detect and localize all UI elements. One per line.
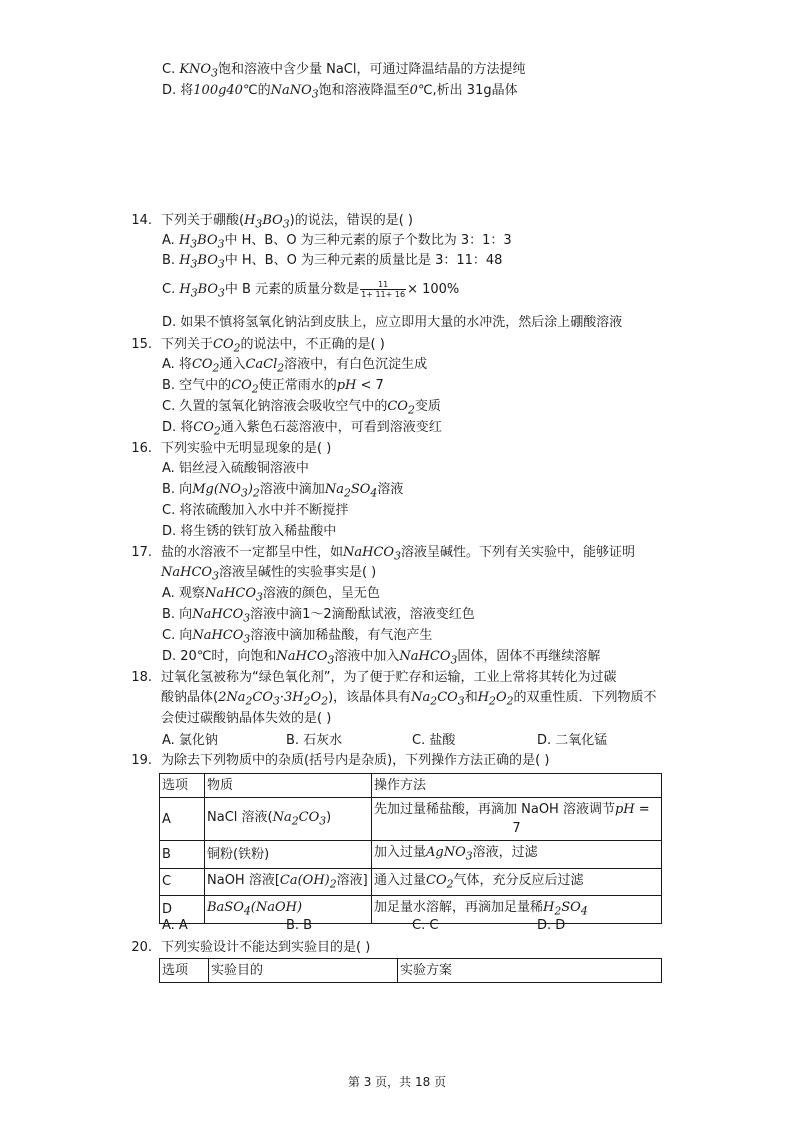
page-footer: 第 3 页，共 18 页	[347, 1075, 447, 1089]
q20-stem: 下列实验设计不能达到实验目的是( )	[161, 940, 371, 955]
q19-table	[159, 773, 662, 924]
row-method: 先加过量稀盐酸，再滴加 NaOH 溶液调节pH = 7	[372, 798, 662, 841]
q14-option-b: B. $H_3BO_3$中 H、B、O 为三种元素的质量比是 3：11：48	[162, 253, 503, 271]
q15-stem: 下列关于$CO_2$的说法中，不正确的是( )	[161, 337, 385, 355]
table-row	[160, 798, 662, 841]
q14-option-d: D. 如果不慎将氢氧化钠沾到皮肤上，应立即用大量的水冲洗，然后涂上硼酸溶液	[162, 315, 623, 330]
q15-option-b: B. 空气中的$CO_2$使正常雨水的pH < 7	[162, 378, 384, 396]
header-option: 选项	[160, 959, 209, 983]
row-option: B	[160, 841, 205, 869]
q18-option-b: B. 石灰水	[286, 733, 343, 748]
table-row	[160, 841, 662, 869]
table-row	[160, 868, 662, 896]
table-row	[160, 896, 662, 924]
header-method: 操作方法	[372, 774, 662, 798]
row-option: C	[160, 868, 205, 896]
q19-option-d: D. D	[537, 918, 566, 933]
q17-option-d: D. 20℃时，向饱和NaHCO$_3$溶液中加入NaHCO$_3$固体，固体不再继续溶解	[162, 649, 601, 667]
q16-stem: 下列实验中无明显现象的是( )	[161, 441, 332, 456]
row-substance: NaOH 溶液[$Ca(OH)_2$溶液]	[205, 868, 372, 896]
q16-option-c: C. 将浓硫酸加入水中并不断搅拌	[162, 503, 349, 518]
row-option: D	[160, 896, 205, 924]
header-option: 选项	[160, 774, 205, 798]
q15-number: 15.	[131, 337, 152, 352]
q16-number: 16.	[131, 441, 152, 456]
q16-option-a: A. 铝丝浸入硫酸铜溶液中	[162, 461, 309, 476]
q18-option-d: D. 二氧化锰	[537, 733, 608, 748]
row-method: 加入过量AgNO$_3$溶液，过滤	[372, 841, 662, 869]
q18-option-a: A. 氯化钠	[162, 733, 218, 748]
q18-stem-line3: 会使过碳酸钠晶体失效的是( )	[161, 711, 332, 726]
q15-option-d: D. 将$CO_2$通入紫色石蕊溶液中，可看到溶液变红	[162, 420, 442, 438]
q17-number: 17.	[131, 545, 152, 560]
header-substance: 物质	[205, 774, 372, 798]
table-header-row	[160, 774, 662, 798]
q14-number: 14.	[131, 213, 152, 228]
q17-option-b: B. 向NaHCO$_3$溶液中滴1～2滴酚酞试液，溶液变红色	[162, 607, 475, 625]
row-method: 通入过量$CO_2$气体，充分反应后过滤	[372, 868, 662, 896]
q19-option-a: A. A	[162, 918, 188, 933]
q17-stem-line2: NaHCO$_3$溶液呈碱性的实验事实是( )	[161, 565, 377, 583]
q17-stem-line1: 盐的水溶液不一定都呈中性，如NaHCO$_3$溶液呈碱性。下列有关实验中，能够证明	[161, 545, 635, 563]
q18-number: 18.	[131, 670, 152, 685]
row-substance: NaCl 溶液$(Na_2CO_3)$	[205, 798, 372, 841]
q15-option-a: A. 将$CO_2$通入CaCl$_2$溶液中，有白色沉淀生成	[162, 357, 428, 375]
q14-option-c: C. $H_3BO_3$中 B 元素的质量分数是 $\frac{11}{1+ 11+ 16}$ × 100%	[162, 280, 460, 300]
q19-option-c: C. C	[412, 918, 439, 933]
q18-stem-line2: 酸钠晶体$(2Na_2CO_3\cdot 3H_2O_2)$，该晶体具有$Na_2CO_3$和$H_2O_2$的双重性质．下列物质不	[161, 690, 657, 708]
row-substance: BaSO$_4$(NaOH)	[205, 896, 372, 924]
q18-stem-line1: 过氧化氢被称为“绿色氧化剂”，为了便于贮存和运输，工业上常将其转化为过碳	[161, 670, 617, 685]
row-option: A	[160, 798, 205, 841]
q20-number: 20.	[131, 940, 152, 955]
table-header-row	[160, 959, 662, 983]
row-method: 加足量水溶解，再滴加足量稀$H_2SO_4$	[372, 896, 662, 924]
header-purpose: 实验目的	[209, 959, 398, 983]
q19-option-b: B. B	[286, 918, 313, 933]
q18-option-c: C. 盐酸	[412, 733, 456, 748]
header-plan: 实验方案	[398, 959, 662, 983]
q17-option-c: C. 向NaHCO$_3$溶液中滴加稀盐酸，有气泡产生	[162, 628, 433, 646]
q20-table	[159, 958, 662, 983]
q16-option-d: D. 将生锈的铁钉放入稀盐酸中	[162, 524, 337, 539]
q13-option-d: D. 将100g40℃的NaNO$_3$饱和溶液降温至0℃,析出 31g晶体	[162, 83, 518, 101]
q15-option-c: C. 久置的氢氧化钠溶液会吸收空气中的$CO_2$变质	[162, 399, 441, 417]
q13-option-c: C. $KNO_3$饱和溶液中含少量 NaCl，可通过降温结晶的方法提纯	[162, 62, 526, 80]
q19-number: 19.	[131, 753, 152, 768]
q17-option-a: A. 观察NaHCO$_3$溶液的颜色，呈无色	[162, 586, 380, 604]
mass-fraction: $\frac{11}{1+ 11+ 16}$	[361, 280, 406, 299]
row-substance: 铜粉(铁粉)	[205, 841, 372, 869]
q14-stem: 下列关于硼酸$(H_3BO_3)$的说法，错误的是( )	[161, 213, 414, 231]
q14-option-a: A. $H_3BO_3$中 H、B、O 为三种元素的原子个数比为 3：1：3	[162, 233, 512, 251]
q19-stem: 为除去下列物质中的杂质(括号内是杂质)，下列操作方法正确的是( )	[161, 753, 550, 768]
q16-option-b: B. 向$Mg(NO_3)_2$溶液中滴加$Na_2SO_4$溶液	[162, 482, 404, 500]
